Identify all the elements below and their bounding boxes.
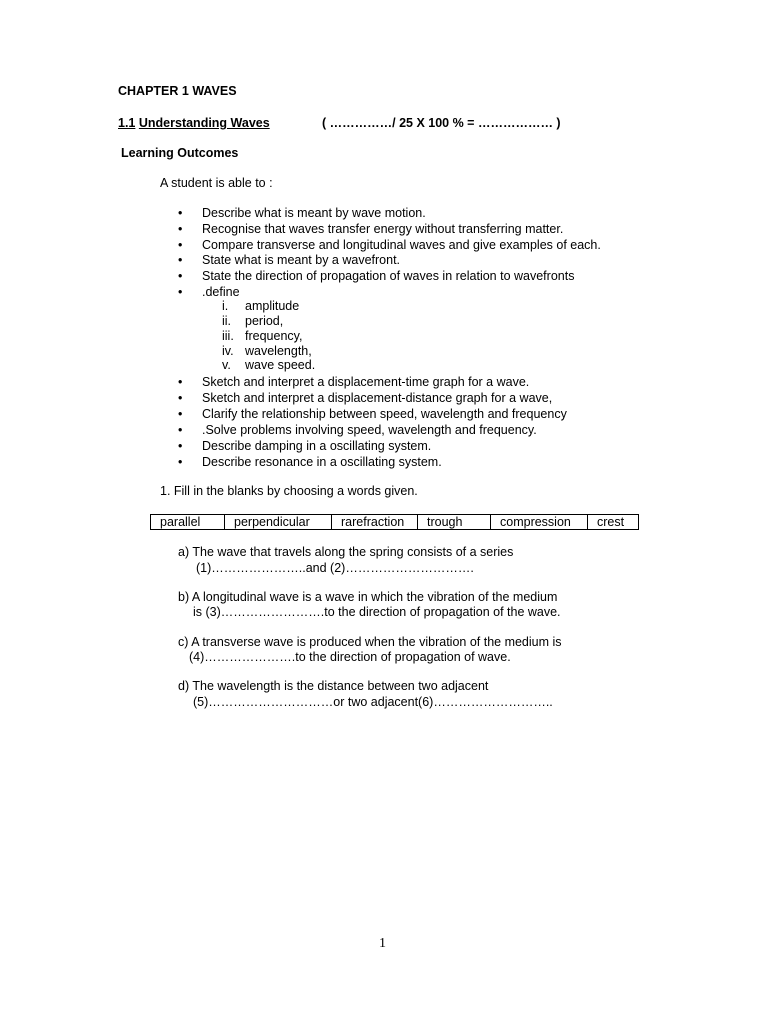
bullet-icon: • [178, 391, 183, 405]
bullet-icon: • [178, 222, 183, 236]
question-d-line2: (5)…………………………or two adjacent(6)……………………….. [193, 695, 553, 709]
bullet-icon: • [178, 455, 183, 469]
word-bank-cell: rarefraction [331, 514, 417, 530]
bullet-icon: • [178, 285, 183, 299]
bullet-icon: • [178, 439, 183, 453]
question-a-line1: a) The wave that travels along the spring consists of a series [178, 545, 514, 559]
word-bank-cell: compression [490, 514, 587, 530]
question-b-line2: is (3)…………………….to the direction of propagation of the wave. [193, 605, 561, 619]
bullet-icon: • [178, 269, 183, 283]
exercise-instruction: 1. Fill in the blanks by choosing a words given. [160, 484, 418, 498]
bullet-icon: • [178, 423, 183, 437]
intro-text: A student is able to : [160, 176, 273, 190]
bullet-icon: • [178, 238, 183, 252]
score-formula: ( ……………/ 25 X 100 % = ……………… ) [322, 116, 561, 130]
bullet-icon: • [178, 253, 183, 267]
learning-outcomes-heading: Learning Outcomes [121, 146, 239, 160]
question-b-line1: b) A longitudinal wave is a wave in which the vibration of the medium [178, 590, 558, 604]
question-c-line2: (4)………………….to the direction of propagation of wave. [189, 650, 511, 664]
section-heading [118, 116, 270, 130]
page-number: 1 [379, 936, 386, 951]
word-bank-cell: trough [417, 514, 490, 530]
chapter-title: CHAPTER 1 WAVES [118, 84, 237, 98]
question-d-line1: d) The wavelength is the distance between two adjacent [178, 679, 489, 693]
word-bank-cell: crest [587, 514, 639, 530]
word-bank-cell: perpendicular [224, 514, 331, 530]
question-c-line1: c) A transverse wave is produced when the vibration of the medium is [178, 635, 562, 649]
bullet-icon: • [178, 407, 183, 421]
question-a-line2: (1)…………………..and (2)…………………………. [196, 561, 474, 575]
bullet-icon: • [178, 375, 183, 389]
section-number: 1.1 [118, 116, 136, 130]
bullet-icon: • [178, 206, 183, 220]
word-bank-cell: parallel [150, 514, 224, 530]
section-title: Understanding Waves [138, 116, 270, 130]
